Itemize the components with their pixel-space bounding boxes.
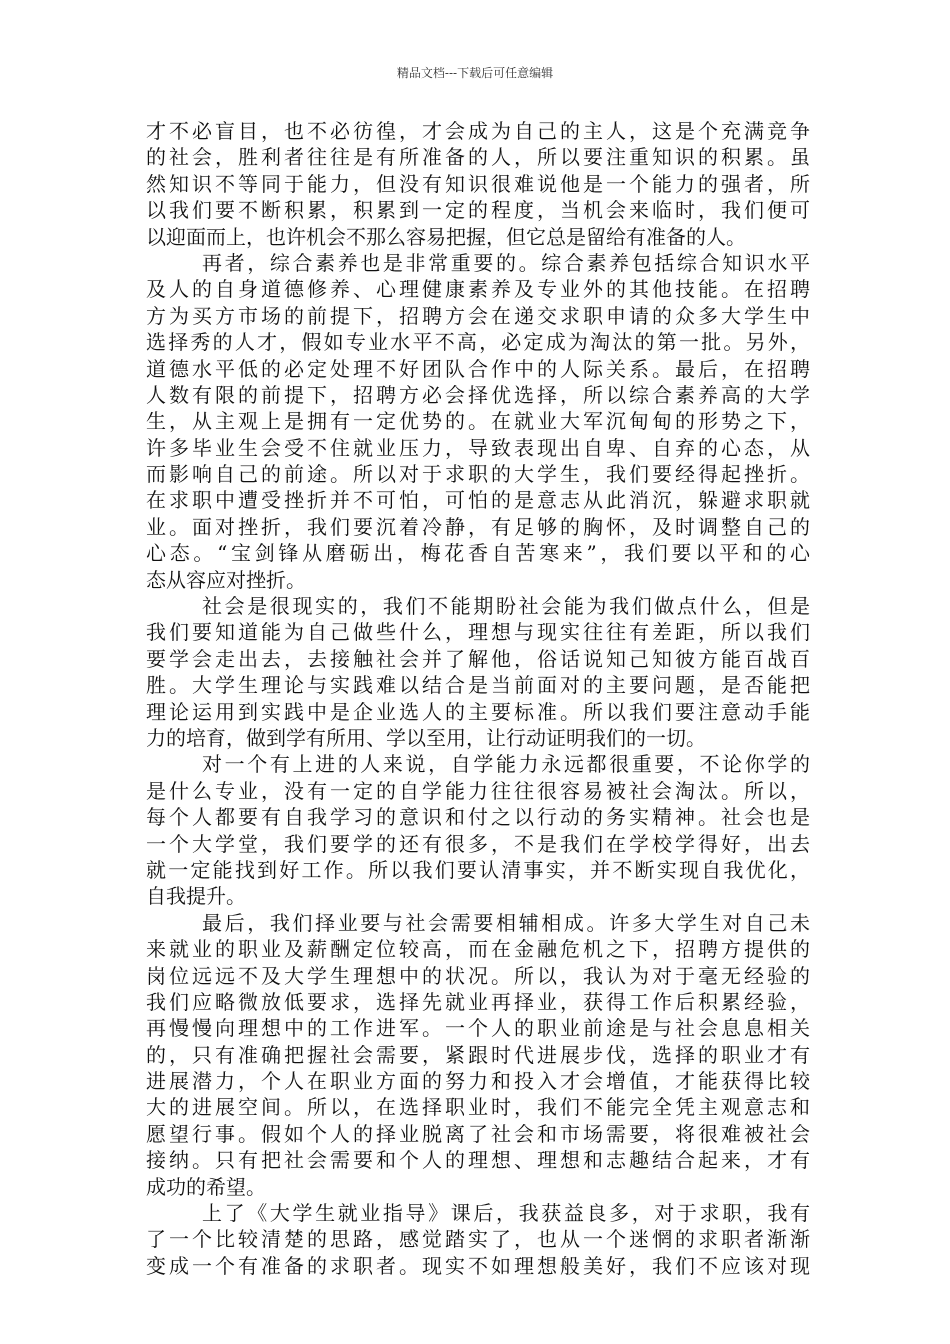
text-line: 上了《大学生就业指导》课后，我获益良多，对于求职，我有 xyxy=(202,1201,810,1226)
text-line: 是什么专业，没有一定的自学能力往往很容易被社会淘汰。所以， xyxy=(146,778,810,803)
text-line: 以我们要不断积累，积累到一定的程度，当机会来临时，我们便可 xyxy=(146,198,810,223)
header-note: 精品文档---下载后可任意编辑 xyxy=(396,66,554,80)
document-body xyxy=(146,118,810,1279)
text-line: 道德水平低的必定处理不好团队合作中的人际关系。最后，在招聘 xyxy=(146,356,810,381)
text-line: 对一个有上进的人来说，自学能力永远都很重要，不论你学的 xyxy=(202,752,810,777)
text-line: 就一定能找到好工作。所以我们要认清事实，并不断实现自我优化， xyxy=(146,857,810,882)
text-line: 来就业的职业及薪酬定位较高，而在金融危机之下，招聘方提供的 xyxy=(146,937,810,962)
text-line: 态从容应对挫折。 xyxy=(146,567,306,592)
text-line: 心态。“宝剑锋从磨砺出，梅花香自苦寒来”，我们要以平和的心 xyxy=(146,541,810,566)
text-line: 许多毕业生会受不住就业压力，导致表现出自卑、自弃的心态，从 xyxy=(146,435,810,460)
text-line: 及人的自身道德修养、心理健康素养及专业外的其他技能。在招聘 xyxy=(146,277,810,302)
text-line: 胜。大学生理论与实践难以结合是当前面对的主要问题，是否能把 xyxy=(146,673,810,698)
text-line: 社会是很现实的，我们不能期盼社会能为我们做点什么，但是 xyxy=(202,594,810,619)
text-line: 在求职中遭受挫折并不可怕，可怕的是意志从此消沉，躲避求职就 xyxy=(146,488,810,513)
text-line: 以迎面而上，也许机会不那么容易把握，但它总是留给有准备的人。 xyxy=(146,224,746,249)
text-line: 进展潜力，个人在职业方面的努力和投入才会增值，才能获得比较 xyxy=(146,1069,810,1094)
text-line: 再慢慢向理想中的工作进军。一个人的职业前途是与社会息息相关 xyxy=(146,1016,810,1041)
text-line: 最后，我们择业要与社会需要相辅相成。许多大学生对自己未 xyxy=(202,910,810,935)
text-line: 自我提升。 xyxy=(146,884,246,909)
text-line: 而影响自己的前途。所以对于求职的大学生，我们要经得起挫折。 xyxy=(146,462,810,487)
text-line: 的社会，胜利者往往是有所准备的人，所以要注重知识的积累。虽 xyxy=(146,145,810,170)
text-line: 的，只有准确把握社会需要，紧跟时代进展步伐，选择的职业才有 xyxy=(146,1042,810,1067)
text-line: 力的培育，做到学有所用、学以至用，让行动证明我们的一切。 xyxy=(146,725,706,750)
text-line: 要学会走出去，去接触社会并了解他，俗话说知己知彼方能百战百 xyxy=(146,646,810,671)
text-line: 每个人都要有自我学习的意识和付之以行动的务实精神。社会也是 xyxy=(146,805,810,830)
text-line: 再者，综合素养也是非常重要的。综合素养包括综合知识水平 xyxy=(202,250,810,275)
text-line: 一个大学堂，我们要学的还有很多，不是我们在学校学得好，出去 xyxy=(146,831,810,856)
text-line: 成功的希望。 xyxy=(146,1174,266,1199)
text-line: 然知识不等同于能力，但没有知识很难说他是一个能力的强者，所 xyxy=(146,171,810,196)
text-line: 了一个比较清楚的思路，感觉踏实了，也从一个迷惘的求职者渐渐 xyxy=(146,1227,810,1252)
text-line: 理论运用到实践中是企业选人的主要标准。所以我们要注意动手能 xyxy=(146,699,810,724)
text-line: 才不必盲目，也不必彷徨，才会成为自己的主人，这是个充满竞争 xyxy=(146,119,810,143)
text-line: 业。面对挫折，我们要沉着冷静，有足够的胸怀，及时调整自己的 xyxy=(146,514,810,539)
text-line: 接纳。只有把社会需要和个人的理想、理想和志趣结合起来，才有 xyxy=(146,1148,810,1173)
text-line: 我们应略微放低要求，选择先就业再择业，获得工作后积累经验， xyxy=(146,989,810,1014)
text-line: 变成一个有准备的求职者。现实不如理想般美好，我们不应该对现 xyxy=(146,1253,810,1278)
text-line: 岗位远远不及大学生理想中的状况。所以，我认为对于毫无经验的 xyxy=(146,963,810,988)
text-line: 大的进展空间。所以，在选择职业时，我们不能完全凭主观意志和 xyxy=(146,1095,810,1120)
text-line: 生，从主观上是拥有一定优势的。在就业大军沉甸甸的形势之下， xyxy=(146,409,810,434)
text-line: 人数有限的前提下，招聘方必会择优选择，所以综合素养高的大学 xyxy=(146,382,810,407)
text-line: 我们要知道能为自己做些什么，理想与现实往往有差距，所以我们 xyxy=(146,620,810,645)
text-line: 选择秀的人才，假如专业水平不高，必定成为淘汰的第一批。另外， xyxy=(146,330,810,355)
text-line: 方为买方市场的前提下，招聘方会在递交求职申请的众多大学生中 xyxy=(146,303,810,328)
text-line: 愿望行事。假如个人的择业脱离了社会和市场需要，将很难被社会 xyxy=(146,1121,810,1146)
